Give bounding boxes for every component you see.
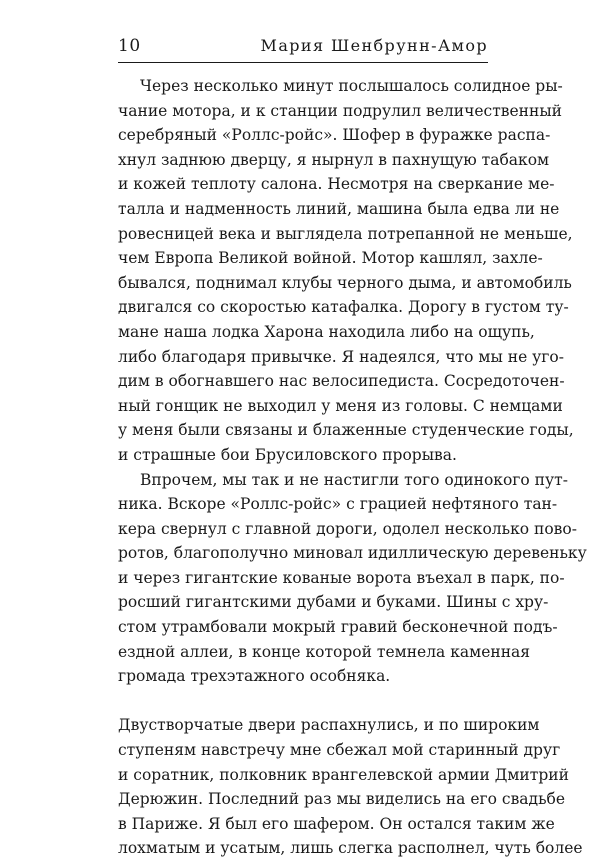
text-line: росший гигантскими дубами и буками. Шины с хру- [118,593,549,612]
text-line: у меня были связаны и блаженные студенческие годы, [118,421,574,440]
page-number: 10 [118,36,141,56]
text-line: Дерюжин. Последний раз мы виделись на его свадьбе [118,790,566,809]
paragraph-1 [118,74,574,468]
text-line: стом утрамбовали мокрый гравий бесконечной подъ- [118,618,558,637]
body-text [118,74,587,861]
running-head [118,30,488,56]
text-line: мане наша лодка Харона находила либо на ощупь, [118,322,535,341]
text-line: и кожей теплоту салона. Несмотря на сверкание ме- [118,175,555,194]
paragraph-3 [118,713,583,861]
text-line: Двустворчатые двери распахнулись, и по широким [118,716,540,735]
text-line: ступеням навстречу мне сбежал мой старинный друг [118,741,561,760]
text-line: дим в обогнавшего нас велосипедиста. Сосредоточен- [118,372,565,391]
text-line: громада трехэтажного особняка. [118,667,391,686]
text-line: лохматым и усатым, лишь слегка располнел, чуть более [118,839,583,858]
text-line: ездной аллеи, в конце которой темнела каменная [118,642,531,661]
text-line: и соратник, полковник врангелевской армии Дмитрий [118,765,569,784]
running-title: Мария Шенбрунн-Амор [260,36,488,55]
text-line: хнул заднюю дверцу, я нырнул в пахнущую табаком [118,150,550,169]
header-rule [118,62,488,63]
text-line: чем Европа Великой войной. Мотор кашлял, захле- [118,249,543,268]
text-line: ника. Вскоре «Роллс-ройс» с грацией нефтяного тан- [118,495,558,514]
text-line: либо благодаря привычке. Я надеялся, что мы не уго- [118,347,564,366]
text-line: двигался со скоростью катафалка. Дорогу в густом ту- [118,298,569,317]
paragraph-2 [118,468,587,689]
text-line: бывался, поднимал клубы черного дыма, и автомобиль [118,273,572,292]
text-line: ротов, благополучно миновал идиллическую деревеньку [118,544,587,563]
text-line: кера свернул с главной дороги, одолел несколько пово- [118,519,577,538]
section-break [118,689,488,714]
text-line: талла и надменность линий, машина была едва ли не [118,199,560,218]
text-line: Впрочем, мы так и не настигли того одинокого пут- [140,470,568,489]
text-line: Через несколько минут послышалось солидное ры- [140,77,563,95]
text-line: ровесницей века и выглядела потрепанной не меньше, [118,224,573,243]
text-line: и через гигантские кованые ворота въехал в парк, по- [118,568,565,587]
text-line: ный гонщик не выходил у меня из головы. С немцами [118,396,563,415]
text-line: чание мотора, и к станции подрулил величественный [118,101,562,120]
text-line: в Париже. Я был его шафером. Он остался таким же [118,814,555,833]
text-line: серебряный «Роллс-ройс». Шофер в фуражке распа- [118,126,551,145]
text-line: и страшные бои Брусиловского прорыва. [118,445,457,464]
